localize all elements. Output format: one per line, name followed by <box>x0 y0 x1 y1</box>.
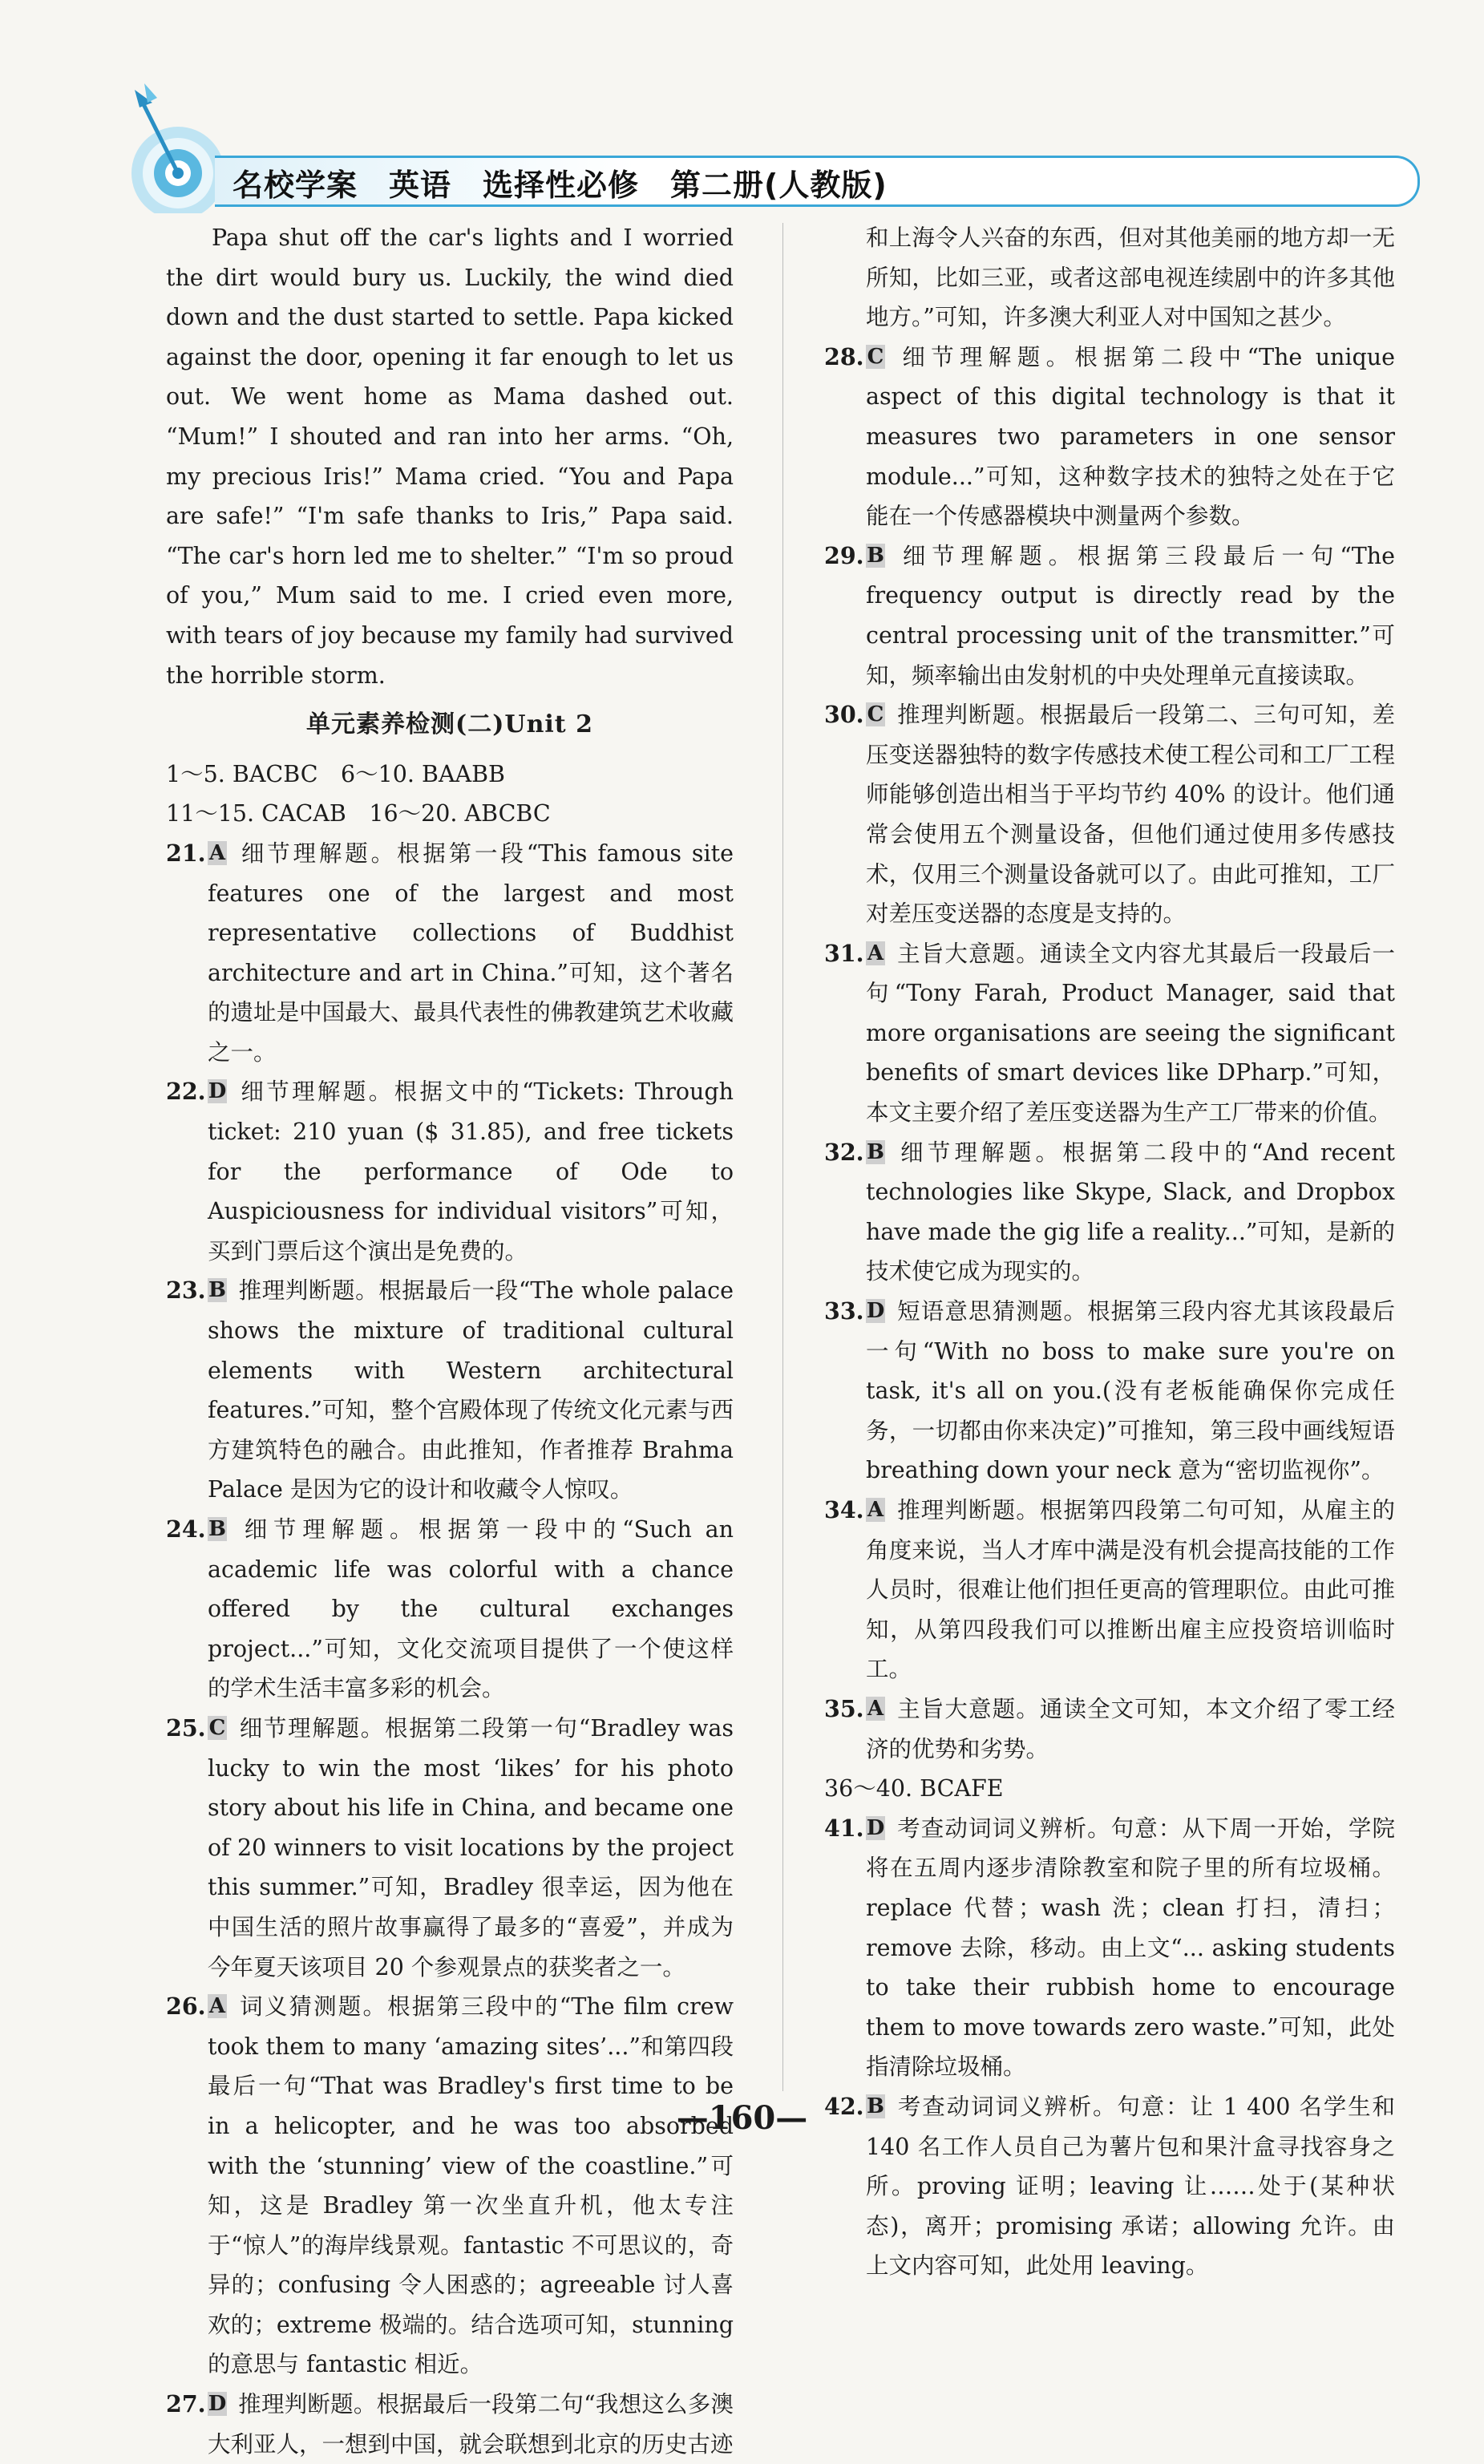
item-number: 25. <box>166 1713 206 1742</box>
item-number: 35. <box>824 1694 864 1722</box>
answer-item-31 <box>824 934 1395 1133</box>
answer-item-27-continued <box>824 218 1395 338</box>
answer-item-27 <box>166 2385 734 2464</box>
item-explanation: 推理判断题。根据第四段第二句可知，从雇主的角度来说，当人才库中满是没有机会提高技能的工作人员时，很难让他们担任更高的管理职位。由此可推知，从第四段我们可以推断出雇主应投资培训临时工。 <box>866 1497 1395 1683</box>
answer-item-29 <box>824 536 1395 695</box>
item-explanation: 考查动词词义辨析。句意：从下周一开始，学院将在五周内逐步清除教室和院子里的所有垃圾桶。replace 代替；wash 洗；clean 打扫，清扫；remove 去除，移动。由上文“... asking students to take their rubbish home to encourage them to move towards zero waste.”可知，此处指清除垃圾桶。 <box>866 1815 1395 2081</box>
answer-item-30 <box>824 695 1395 934</box>
answer-line-3: 36～40. BCAFE <box>824 1775 1004 1802</box>
answer-letter: C <box>867 344 884 369</box>
item-explanation: 推理判断题。根据最后一段第二、三句可知，差压变送器独特的数字传感技术使工程公司和工厂工程师能够创造出相当于平均节约 40% 的设计。他们通常会使用五个测量设备，但他们通过使用多传感技术，仅用三个测量设备就可以了。由此可推知，工厂对差压变送器的态度是支持的。 <box>866 702 1395 928</box>
answer-item-24 <box>166 1510 734 1709</box>
answer-item-22 <box>166 1072 734 1271</box>
answer-letter: A <box>208 1994 226 2019</box>
item-number: 30. <box>824 701 864 729</box>
item-number: 31. <box>824 939 864 967</box>
item-explanation: 细节理解题。根据第一段中的“Such an academic life was colorful with a chance offered by the cultural exchanges project...”可知，文化交流项目提供了一个使这样的学术生活丰富多彩的机会。 <box>208 1516 734 1702</box>
item-explanation: 细节理解题。根据文中的“Tickets: Through ticket: 210 yuan ($ 31.85), and free tickets for the performance of Ode to Auspiciousness for individual visitors”可知，买到门票后这个演出是免费的。 <box>208 1078 734 1264</box>
answer-letter: C <box>208 1715 226 1740</box>
item-explanation: 推理判断题。根据最后一段“The whole palace shows the mixture of traditional cultural elements with Western architectural features.”可知，整个宫殿体现了传统文化元素与西方建筑特色的融合。由此推知，作者推荐 Brahma Palace 是因为它的设计和收藏令人惊叹。 <box>208 1277 734 1503</box>
item-number: 27. <box>166 2390 206 2418</box>
answer-letter: A <box>867 1696 884 1721</box>
item-number: 24. <box>166 1515 206 1543</box>
item-explanation: 短语意思猜测题。根据第三段内容尤其该段最后一句“With no boss to make sure you're on task, it's all on you.(没有老板能确保你完成任务，一切都由你来决定)”可推知，第三段中画线短语 breathing down your neck 意为“密切监视你”。 <box>866 1298 1395 1484</box>
book-title: 名校学案 英语 选择性必修 第二册(人教版) <box>233 168 888 203</box>
item-number: 23. <box>166 1277 206 1305</box>
answer-item-35 <box>824 1689 1395 1769</box>
answer-line-1: 1～5. BACBC 6～10. BAABB <box>166 760 506 787</box>
item-number: 32. <box>824 1138 864 1166</box>
answer-letter: D <box>866 1299 885 1324</box>
answer-letter: D <box>208 2392 227 2417</box>
item-number: 42. <box>824 2092 864 2120</box>
item-number: 21. <box>166 839 206 867</box>
item-number: 33. <box>824 1297 864 1325</box>
right-column <box>824 218 1395 2286</box>
section-title: 单元素养检测(二)Unit 2 <box>306 710 593 739</box>
answer-item-26 <box>166 1987 734 2385</box>
item-explanation: 细节理解题。根据第二段中的“And recent technologies like Skype, Slack, and Dropbox have made the gig life a reality...”可知，是新的技术使它成为现实的。 <box>866 1139 1395 1285</box>
story-paragraph: Papa shut off the car's lights and I worried the dirt would bury us. Luckily, the wind died down and the dust started to settle. Papa kicked against the door, opening it far enough to let us out. We went home as Mama dashed out. “Mum!” I shouted and ran into her arms. “Oh, my precious Iris!” Mama cried. “You and Papa are safe!” “I'm safe thanks to Iris,” Papa said. “The car's horn led me to shelter.” “I'm so proud of you,” Mum said to me. I cried even more, with tears of joy because my family had survived the horrible storm. <box>166 225 734 689</box>
item-number: 34. <box>824 1496 864 1523</box>
item-explanation: 细节理解题。根据第三段最后一句“The frequency output is directly read by the central processing unit of the transmitter.”可知，频率输出由发射机的中央处理单元直接读取。 <box>866 542 1395 689</box>
column-divider <box>782 223 783 2091</box>
item-explanation: 细节理解题。根据第一段“This famous site features one of the largest and most representative collections of Buddhist architecture and art in China.”可知，这个著名的遗址是中国最大、最具代表性的佛教建筑艺术收藏之一。 <box>208 840 734 1066</box>
item-number: 29. <box>824 541 864 569</box>
answer-item-41 <box>824 1809 1395 2087</box>
answer-item-21 <box>166 834 734 1073</box>
answer-letter: A <box>208 840 226 865</box>
answer-item-33 <box>824 1292 1395 1491</box>
answer-letter: D <box>866 1815 885 1840</box>
answer-letter: B <box>867 543 884 568</box>
answer-item-34 <box>824 1491 1395 1689</box>
item-explanation: 细节理解题。根据第二段中“The unique aspect of this digital technology is that it measures two parameters in one sensor module...”可知，这种数字技术的独特之处在于它能在一个传感器模块中测量两个参数。 <box>866 343 1395 530</box>
answer-letter: B <box>867 1139 884 1164</box>
answer-letter: B <box>867 2094 884 2118</box>
item-explanation: 推理判断题。根据最后一段第二句“我想这么多澳大利亚人，一想到中国，就会联想到北京的历史古迹 <box>208 2391 734 2458</box>
answer-letter: B <box>208 1517 226 1541</box>
item-number: 28. <box>824 342 864 370</box>
item-number: 26. <box>166 1993 206 2021</box>
item-explanation: 细节理解题。根据第二段第一句“Bradley was lucky to win the most ‘likes’ for his photo story about his life in China, and became one of 20 winners to visit locations by the project this summer.”可知，Bradley 很幸运，因为他在中国生活的照片故事赢得了最多的“喜爱”，并成为今年夏天该项目 20 个参观景点的获奖者之一。 <box>208 1714 734 1981</box>
page-header <box>128 79 1424 213</box>
page-number: —160— <box>676 2099 808 2137</box>
answer-item-23 <box>166 1271 734 1510</box>
item-explanation: 考查动词词义辨析。句意：让 1 400 名学生和 140 名工作人员自己为薯片包和果汁盒寻找容身之所。proving 证明；leaving 让……处于(某种状态)，离开；promising 承诺；allowing 允许。由上文内容可知，此处用 leaving。 <box>866 2093 1395 2280</box>
answer-letter: C <box>867 702 884 727</box>
answer-letter: A <box>867 1498 884 1522</box>
answer-item-32 <box>824 1133 1395 1292</box>
item-number: 22. <box>166 1078 206 1106</box>
item-explanation: 和上海令人兴奋的东西，但对其他美丽的地方却一无所知，比如三亚，或者这部电视连续剧中的许多其他地方。”可知，许多澳大利亚人对中国知之甚少。 <box>866 225 1395 331</box>
item-explanation: 主旨大意题。通读全文可知，本文介绍了零工经济的优势和劣势。 <box>866 1695 1395 1762</box>
answer-letter: A <box>867 941 884 965</box>
answer-item-25 <box>166 1709 734 1987</box>
item-number: 41. <box>824 1814 864 1842</box>
item-explanation: 词义猜测题。根据第三段中的“The film crew took them to many ‘amazing sites’...”和第四段最后一句“That was Bradley's first time to be in a helicopter, and he was too absorbed with the ‘stunning’ view of the coastline.”可知，这是 Bradley 第一次坐直升机，他太专注于“惊人”的海岸线景观。fantastic 不可思议的，奇异的；confusing 令人困惑的；agreeable 讨人喜欢的；extreme 极端的。结合选项可知，stunning 的意思与 fantastic 相近。 <box>208 1993 734 2378</box>
answer-letter: B <box>208 1278 226 1303</box>
answer-line-2: 11～15. CACAB 16～20. ABCBC <box>166 800 551 827</box>
item-explanation: 主旨大意题。通读全文内容尤其最后一段最后一句“Tony Farah, Product Manager, said that more organisations are seeing the significant benefits of smart devices like DPharp.”可知，本文主要介绍了差压变送器为生产工厂带来的价值。 <box>866 940 1395 1127</box>
answer-item-28 <box>824 338 1395 536</box>
answer-letter: D <box>208 1079 227 1104</box>
